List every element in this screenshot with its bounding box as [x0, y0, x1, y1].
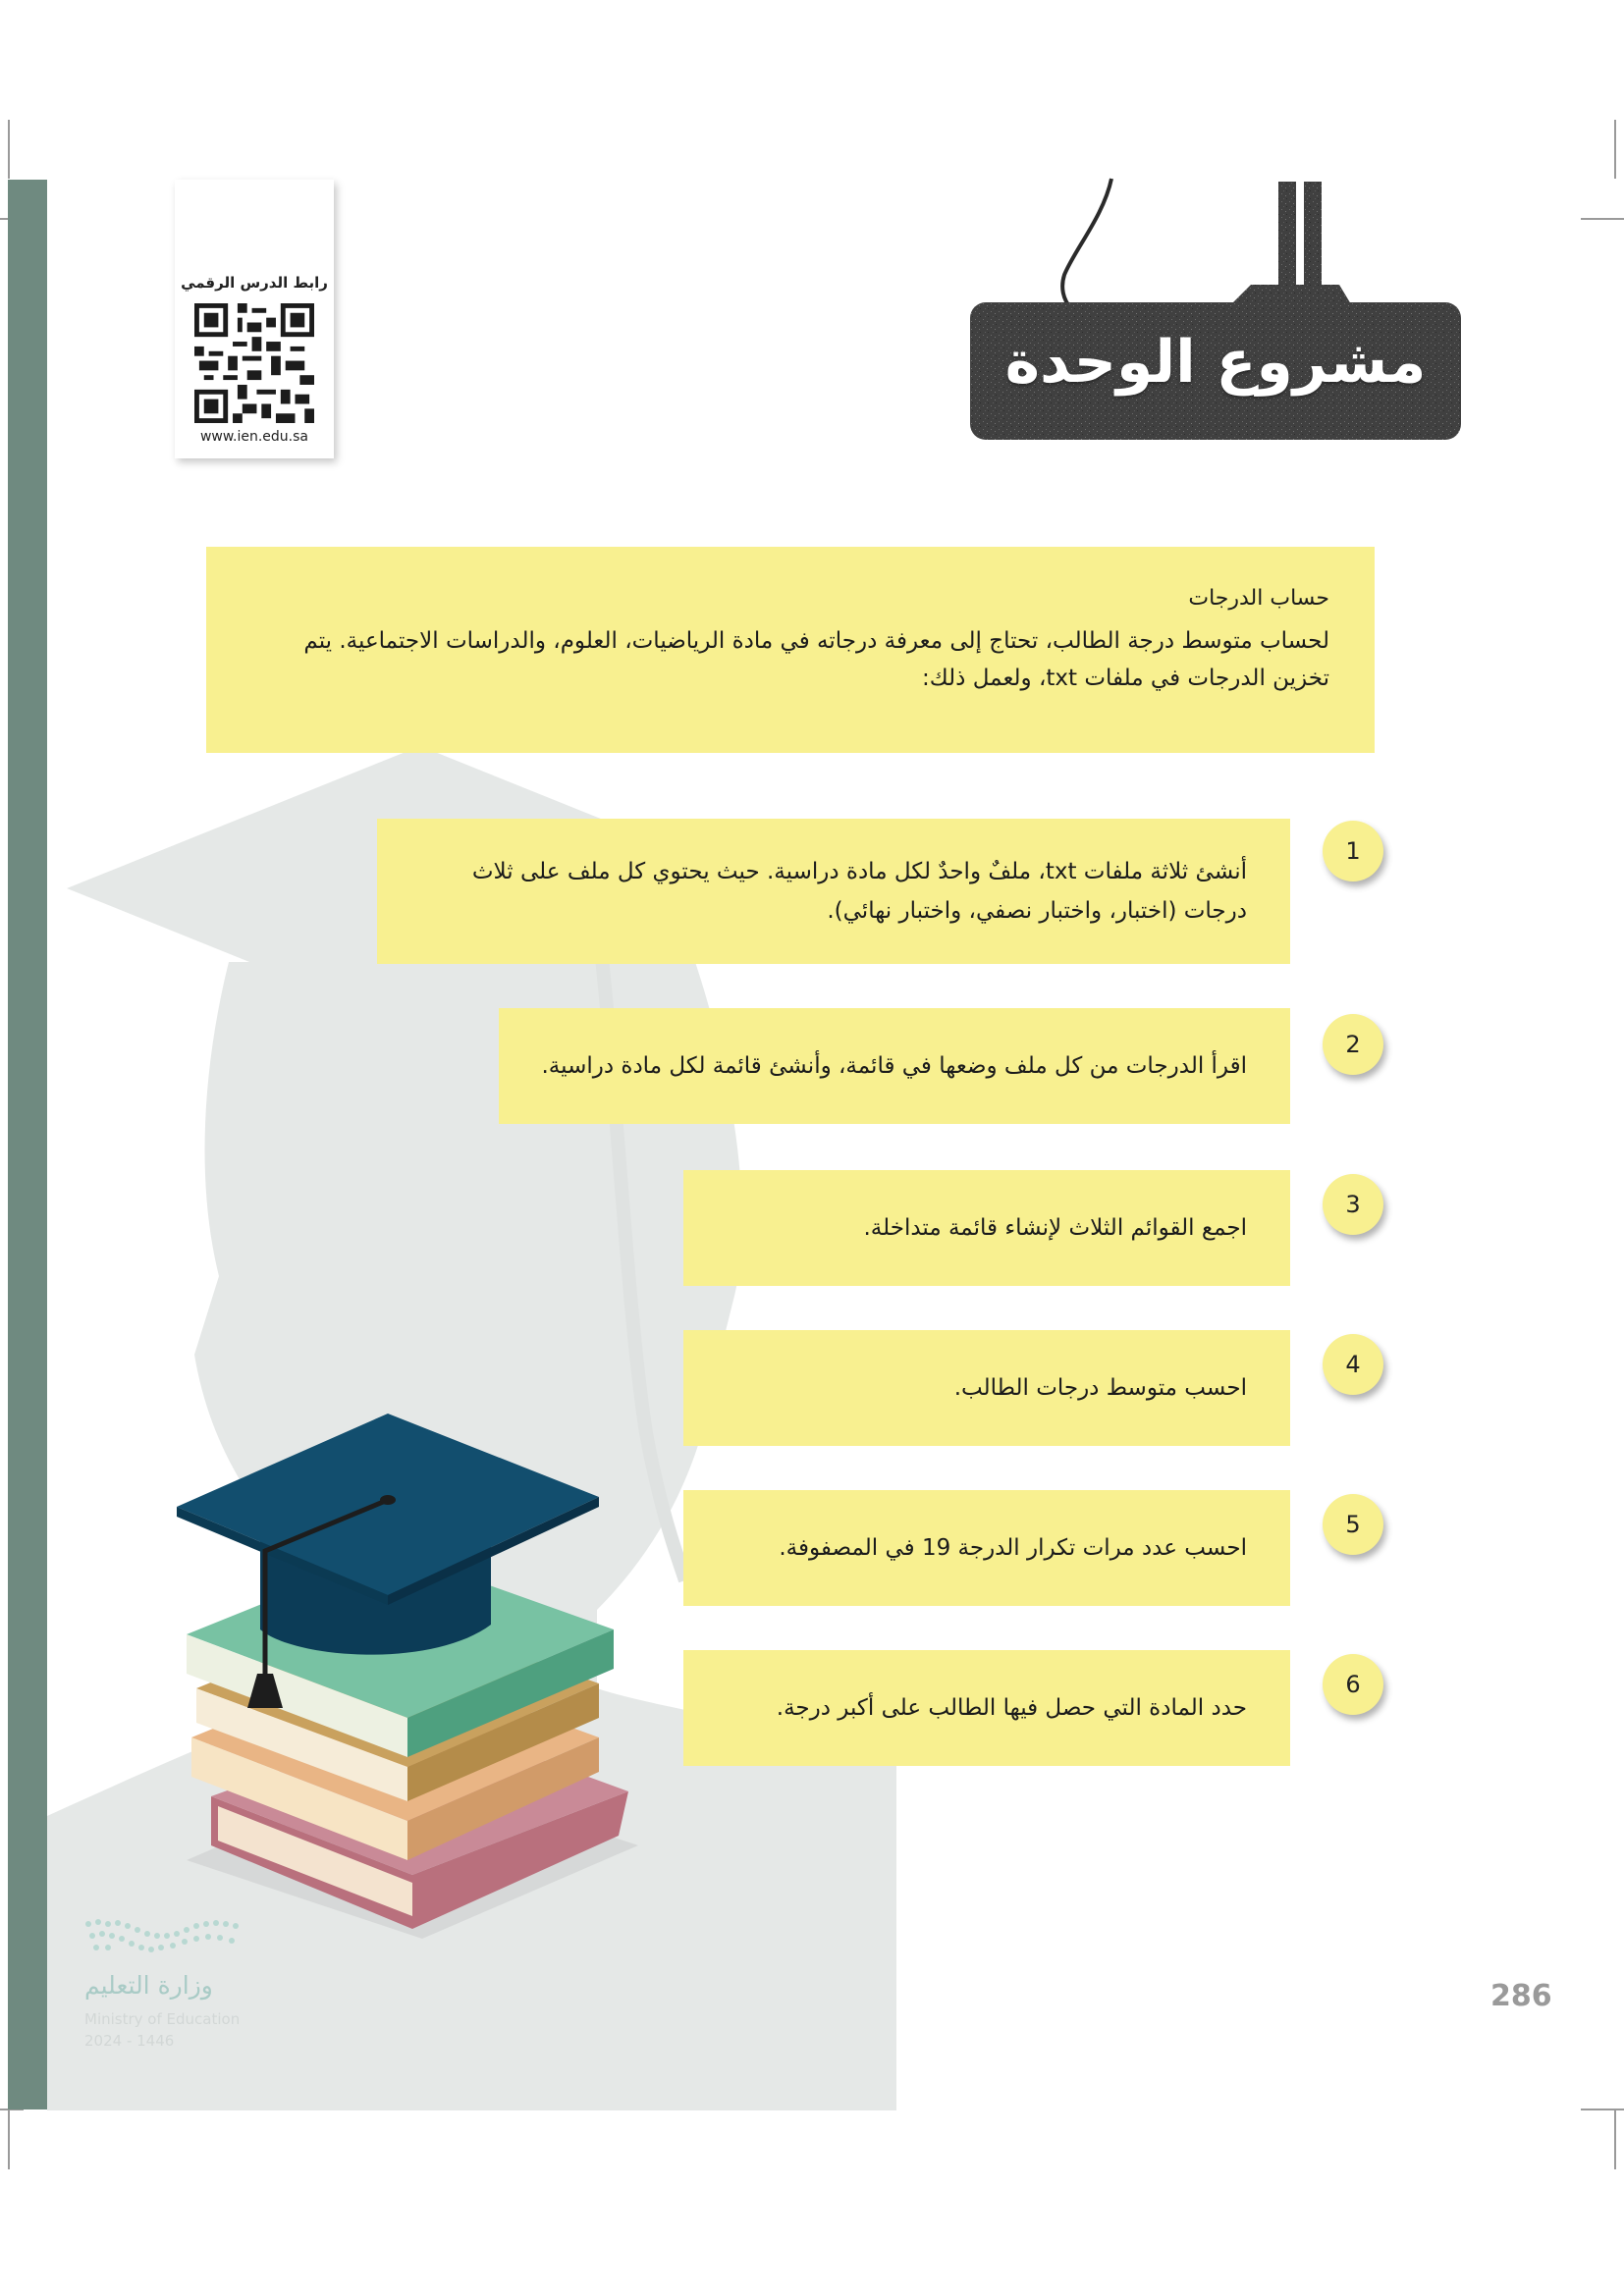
intro-box [206, 547, 1375, 753]
step-text: احسب متوسط درجات الطالب. [953, 1375, 1247, 1401]
step-box [683, 1650, 1290, 1766]
step-box [377, 819, 1290, 964]
ministry-name-en: Ministry of Education [84, 2010, 241, 2028]
step-box [683, 1170, 1290, 1286]
step-number-badge [1323, 1174, 1383, 1235]
step-text: احسب عدد مرات تكرار الدرجة 19 في المصفوفة. [779, 1535, 1247, 1561]
qr-card[interactable] [175, 180, 334, 458]
step-number-badge [1323, 821, 1383, 881]
ministry-logo-icon [82, 1914, 249, 1973]
crop-mark [1581, 2109, 1624, 2110]
title-plate [966, 177, 1467, 456]
step-text: اقرأ الدرجات من كل ملف وضعها في قائمة، وأنشئ قائمة لكل مادة دراسية. [541, 1053, 1247, 1079]
qr-label: رابط الدرس الرقمي [181, 274, 328, 292]
ministry-name-ar: وزارة التعليم [84, 1971, 213, 2000]
unit-project-title: مشروع الوحدة [1004, 328, 1427, 397]
step-text: حدد المادة التي حصل فيها الطالب على أكبر درجة. [776, 1695, 1247, 1721]
step-number: 4 [1345, 1351, 1361, 1378]
step-number: 6 [1345, 1671, 1361, 1698]
crop-mark [8, 2110, 10, 2169]
step-number: 1 [1345, 837, 1361, 865]
crop-mark [1614, 120, 1616, 179]
intro-heading: حساب الدرجات [1188, 586, 1329, 611]
ministry-year: 2024 - 1446 [84, 2032, 175, 2050]
step-number: 5 [1345, 1511, 1361, 1538]
step-number-badge [1323, 1334, 1383, 1395]
graduation-cap-books-illustration [167, 1414, 658, 1993]
step-number: 3 [1345, 1191, 1361, 1218]
crop-mark [1614, 2110, 1616, 2169]
crop-mark [8, 120, 10, 179]
step-text: أنشئ ثلاثة ملفات txt، ملفٌ واحدٌ لكل مادة دراسية. حيث يحتوي كل ملف على ثلاث درجات (اختبار، واختبار نصفي، واختبار نهائي). [471, 859, 1247, 924]
step-number-badge [1323, 1014, 1383, 1075]
qr-url[interactable]: www.ien.edu.sa [199, 429, 309, 445]
step-number: 2 [1345, 1031, 1361, 1058]
side-band [8, 180, 47, 2109]
crop-mark [1581, 218, 1624, 220]
step-box [683, 1490, 1290, 1606]
step-text: اجمع القوائم الثلاث لإنشاء قائمة متداخلة. [863, 1215, 1247, 1241]
step-box [683, 1330, 1290, 1446]
step-box [499, 1008, 1290, 1124]
qr-code-icon[interactable] [194, 303, 314, 423]
step-number-badge [1323, 1654, 1383, 1715]
page-number: 286 [1490, 1979, 1552, 2013]
step-number-badge [1323, 1494, 1383, 1555]
intro-text: لحساب متوسط درجة الطالب، تحتاج إلى معرفة درجاته في مادة الرياضيات، العلوم، والدراسات الاجتماعية. يتم تخزين الدرجات في ملفات txt، ولعمل ذلك: [303, 628, 1329, 691]
